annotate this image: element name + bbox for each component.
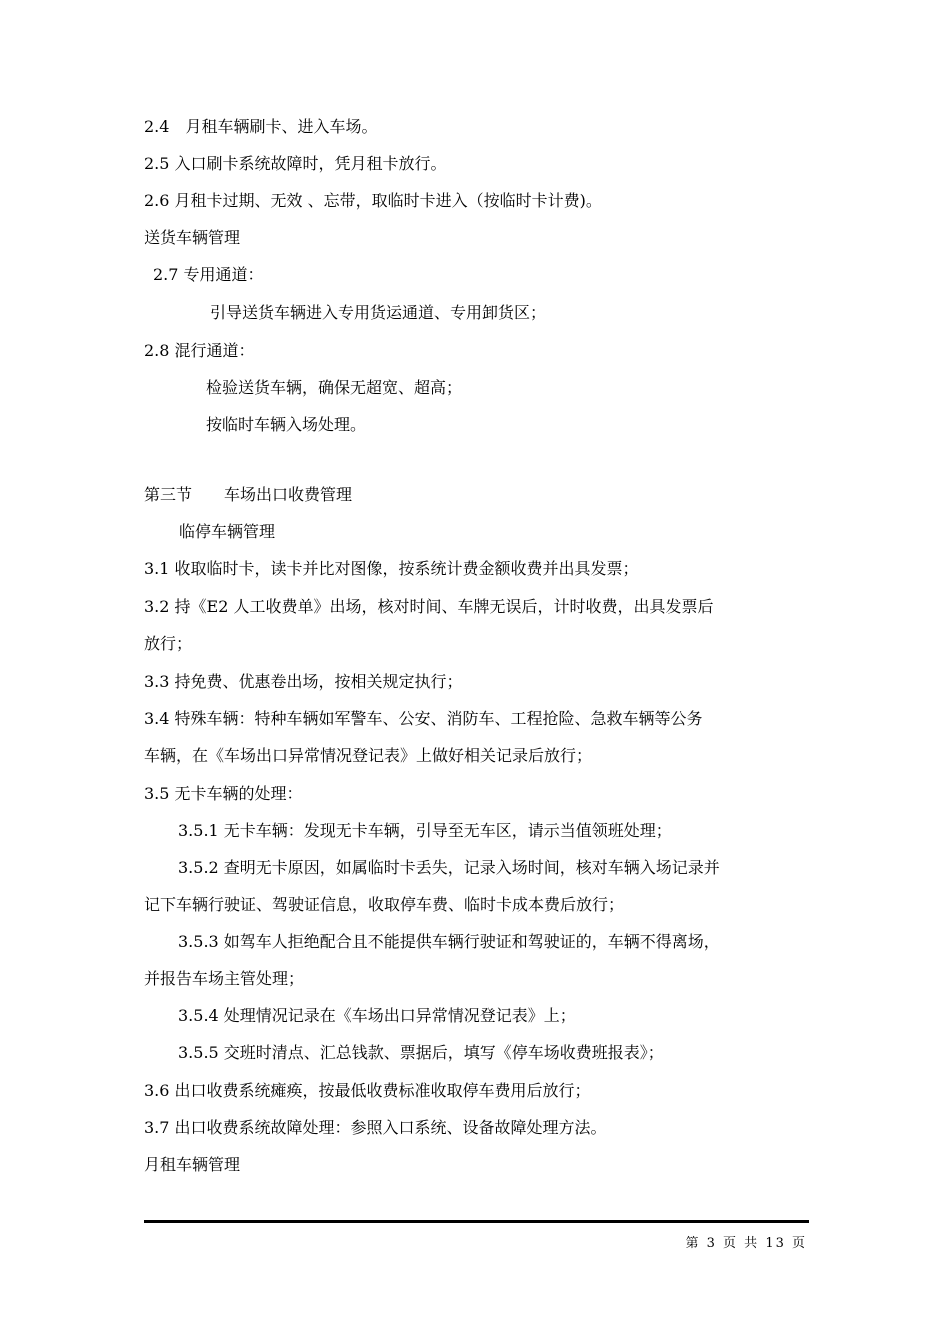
text-line-2-4: 2.4 月租车辆刷卡、进入车场。 [144,117,378,136]
text-line-3-5-4: 3.5.4 处理情况记录在《车场出口异常情况登记表》上； [178,1006,576,1025]
page-number: 第 3 页 共 13 页 [685,1236,807,1251]
text-line-2-6: 2.6 月租卡过期、无效 、忘带，取临时卡进入（按临时卡计费)。 [144,191,602,210]
text-line-3-4-cont: 车辆，在《车场出口异常情况登记表》上做好相关记录后放行； [144,746,593,765]
text-line-3-6: 3.6 出口收费系统瘫痪，按最低收费标准收取停车费用后放行； [144,1081,591,1100]
text-line-2-8: 2.8 混行通道： [144,341,255,360]
chapter-heading: 第三节 车场出口收费管理 [144,485,353,504]
text-line-3-4: 3.4 特殊车辆：特种车辆如军警车、公安、消防车、工程抢险、急救车辆等公务 [144,709,703,728]
text-line-3-3: 3.3 持免费、优惠卷出场，按相关规定执行； [144,672,463,691]
text-line-3-5-2: 3.5.2 查明无卡原因，如属临时卡丢失，记录入场时间，核对车辆入场记录并 [178,858,720,877]
text-line-2-5: 2.5 入口刷卡系统故障时，凭月租卡放行。 [144,154,447,173]
text-line-3-2: 3.2 持《E2 人工收费单》出场，核对时间、车牌无误后，计时收费，出具发票后 [144,597,714,616]
text-line-3-1: 3.1 收取临时卡，读卡并比对图像，按系统计费金额收费并出具发票； [144,559,639,578]
section-heading-monthly: 月租车辆管理 [144,1155,241,1174]
section-heading-delivery: 送货车辆管理 [144,228,241,247]
text-line-2-7-detail: 引导送货车辆进入专用货运通道、专用卸货区； [210,303,547,322]
text-line-3-7: 3.7 出口收费系统故障处理：参照入口系统、设备故障处理方法。 [144,1118,607,1137]
section-heading-temporary: 临停车辆管理 [179,522,276,541]
text-line-2-8-detail-1: 检验送货车辆，确保无超宽、超高； [206,378,463,397]
text-line-2-7: 2.7 专用通道： [153,265,264,284]
text-line-3-5-3: 3.5.3 如驾车人拒绝配合且不能提供车辆行驶证和驾驶证的，车辆不得离场， [178,932,720,951]
text-line-3-5-2-cont: 记下车辆行驶证、驾驶证信息，收取停车费、临时卡成本费后放行； [144,895,625,914]
text-line-3-2-cont: 放行； [144,634,193,653]
text-line-3-5-3-cont: 并报告车场主管处理； [144,969,305,988]
text-line-3-5-5: 3.5.5 交班时清点、汇总钱款、票据后，填写《停车场收费班报表》； [178,1043,664,1062]
footer-rule [144,1220,809,1223]
text-line-3-5: 3.5 无卡车辆的处理： [144,784,303,803]
text-line-2-8-detail-2: 按临时车辆入场处理。 [206,415,367,434]
text-line-3-5-1: 3.5.1 无卡车辆：发现无卡车辆，引导至无车区，请示当值领班处理； [178,821,672,840]
